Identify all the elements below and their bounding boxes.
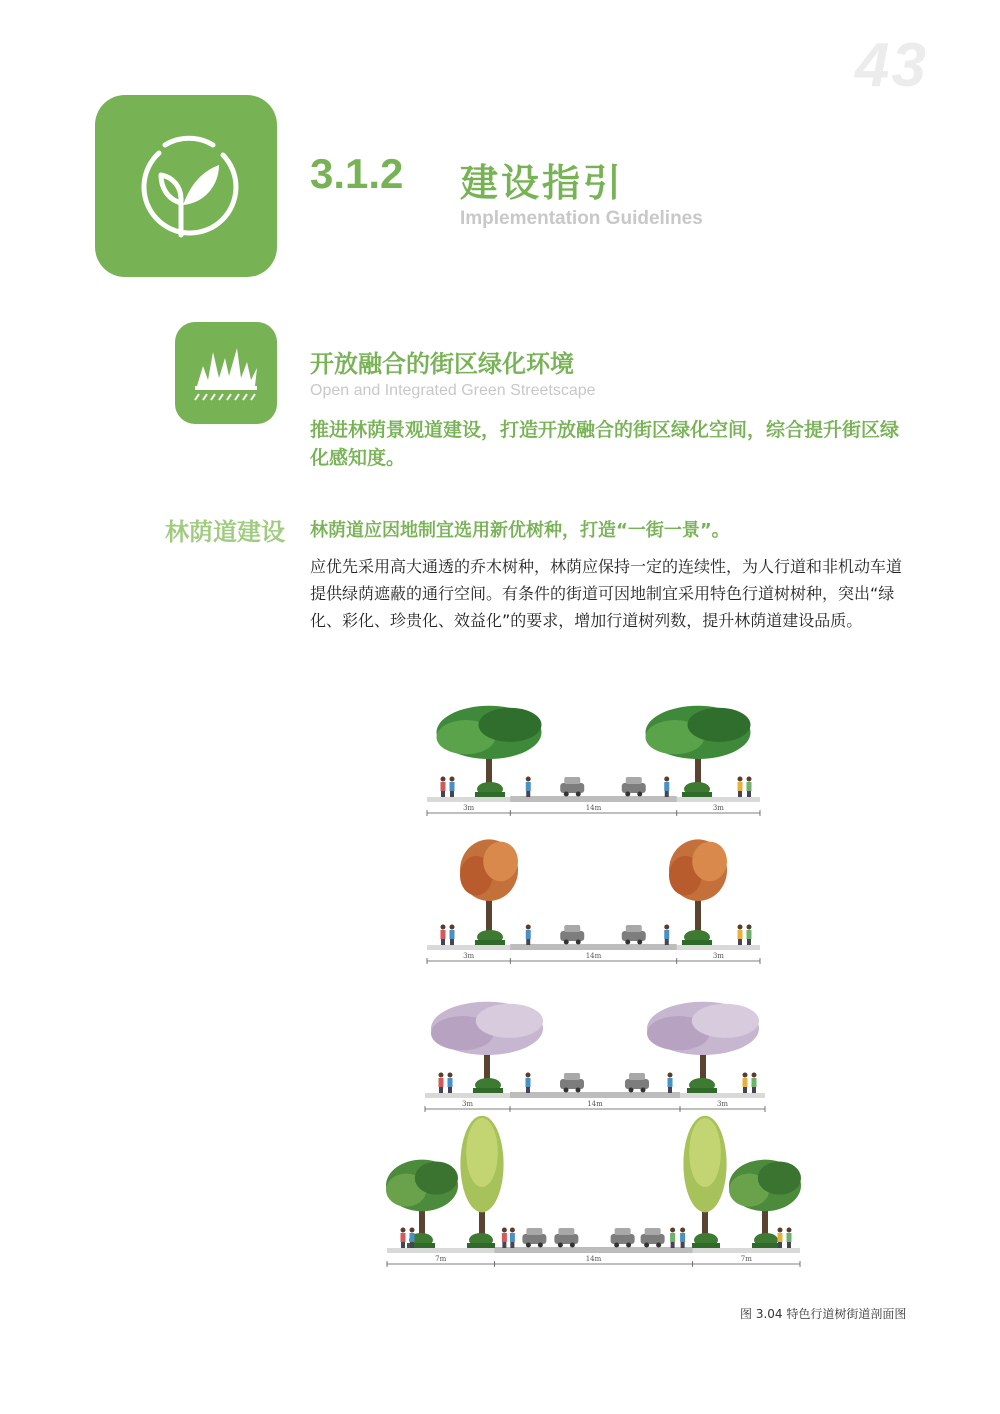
pedestrian — [441, 777, 446, 782]
tree-canopy — [688, 708, 751, 742]
car — [526, 1228, 542, 1235]
pedestrian — [747, 791, 751, 797]
car-wheel — [564, 1088, 569, 1093]
car-wheel — [558, 1243, 563, 1248]
pedestrian — [502, 1233, 507, 1242]
pedestrian — [439, 1087, 443, 1093]
section-number: 3.1.2 — [310, 150, 404, 197]
pedestrian — [670, 1233, 675, 1242]
pedestrian — [401, 1233, 406, 1242]
dimension-label: 3m — [463, 804, 475, 812]
tree-canopy — [476, 1004, 543, 1038]
pedestrian — [526, 930, 531, 939]
car — [625, 1079, 649, 1089]
section-subtitle: Implementation Guidelines — [460, 208, 703, 229]
car-wheel — [564, 940, 569, 945]
pedestrian — [502, 1228, 507, 1233]
pedestrian — [787, 1242, 791, 1248]
pedestrian — [526, 782, 531, 791]
pedestrian — [448, 1073, 453, 1078]
car — [564, 1073, 580, 1080]
roadway — [510, 796, 677, 802]
pedestrian — [441, 939, 445, 945]
car-wheel — [625, 792, 630, 797]
car — [522, 1234, 546, 1244]
pedestrian — [787, 1228, 792, 1233]
pedestrian — [668, 1087, 672, 1093]
pedestrian — [439, 1073, 444, 1078]
car-wheel — [538, 1243, 543, 1248]
side-label: 林荫道建设 — [165, 518, 285, 546]
pedestrian — [680, 1228, 685, 1233]
pedestrian — [738, 930, 743, 939]
car — [645, 1228, 661, 1235]
pedestrian — [743, 1078, 748, 1087]
pedestrian — [441, 925, 446, 930]
pedestrian — [681, 1242, 685, 1248]
pedestrian — [668, 1078, 673, 1087]
pedestrian — [401, 1242, 405, 1248]
pedestrian — [738, 782, 743, 791]
car — [558, 1228, 574, 1235]
tree-canopy — [479, 708, 542, 742]
car-wheel — [626, 1243, 631, 1248]
car — [611, 1234, 635, 1244]
car-wheel — [637, 792, 642, 797]
dimension-label: 7m — [435, 1255, 447, 1263]
car — [626, 777, 642, 784]
dimension-label: 14m — [585, 1255, 602, 1263]
car-wheel — [576, 1088, 581, 1093]
pedestrian — [778, 1233, 783, 1242]
car — [622, 931, 646, 941]
pedestrian — [778, 1228, 783, 1233]
street-section — [427, 839, 760, 964]
pedestrian — [502, 1242, 506, 1248]
pedestrian — [401, 1228, 406, 1233]
pedestrian — [664, 930, 669, 939]
roadway — [510, 1092, 680, 1098]
street-section — [425, 1002, 765, 1112]
section-title: 建设指引 — [460, 161, 625, 205]
car-wheel — [644, 1243, 649, 1248]
car — [626, 925, 642, 932]
car-wheel — [614, 1243, 619, 1248]
car-wheel — [576, 940, 581, 945]
car-wheel — [576, 792, 581, 797]
pedestrian — [743, 1087, 747, 1093]
car-wheel — [570, 1243, 575, 1248]
pedestrian — [510, 1228, 515, 1233]
page-number: 43 — [855, 31, 928, 100]
pedestrian — [410, 1228, 415, 1233]
pedestrian — [670, 1228, 675, 1233]
car — [564, 777, 580, 784]
pedestrian — [410, 1233, 415, 1242]
car-wheel — [637, 940, 642, 945]
dimension-label: 3m — [716, 1100, 729, 1108]
car-wheel — [625, 940, 630, 945]
pedestrian — [526, 1073, 531, 1078]
pedestrian — [752, 1073, 757, 1078]
pedestrian — [448, 1087, 452, 1093]
pedestrian — [441, 930, 446, 939]
pedestrian — [668, 1073, 673, 1078]
pedestrian — [671, 1242, 675, 1248]
pedestrian — [526, 1087, 530, 1093]
pedestrian — [665, 791, 669, 797]
dimension-label: 3m — [463, 952, 475, 960]
tree-canopy — [415, 1162, 458, 1195]
pedestrian — [747, 925, 752, 930]
car — [641, 1234, 665, 1244]
planter — [692, 1243, 720, 1248]
pedestrian — [450, 939, 454, 945]
dimension-label: 3m — [712, 952, 724, 960]
planter — [682, 940, 712, 945]
pedestrian — [747, 939, 751, 945]
pedestrian — [526, 777, 531, 782]
tree-canopy — [483, 842, 518, 882]
tree-canopy — [692, 1004, 759, 1038]
pedestrian — [410, 1242, 414, 1248]
roadway — [494, 1247, 692, 1253]
tree-canopy — [689, 1118, 721, 1187]
topic-subtitle: Open and Integrated Green Streetscape — [310, 382, 596, 399]
pedestrian — [738, 791, 742, 797]
pedestrian — [778, 1242, 782, 1248]
pedestrian — [680, 1233, 685, 1242]
pedestrian — [738, 939, 742, 945]
planter — [475, 792, 505, 797]
pedestrian — [664, 925, 669, 930]
pedestrian — [441, 782, 446, 791]
car-wheel — [629, 1088, 634, 1093]
pedestrian — [526, 1078, 531, 1087]
planter — [687, 1088, 717, 1093]
pedestrian — [526, 791, 530, 797]
dimension-label: 3m — [712, 804, 724, 812]
pedestrian — [752, 1078, 757, 1087]
planter — [682, 792, 712, 797]
car — [615, 1228, 631, 1235]
pedestrian — [752, 1087, 756, 1093]
dimension-label: 3m — [461, 1100, 474, 1108]
pedestrian — [510, 1233, 515, 1242]
planter — [473, 1088, 503, 1093]
dimension-label: 14m — [585, 952, 602, 960]
tree-canopy — [692, 842, 727, 882]
pedestrian — [738, 925, 743, 930]
car-wheel — [656, 1243, 661, 1248]
car — [554, 1234, 578, 1244]
pedestrian — [450, 782, 455, 791]
car — [622, 783, 646, 793]
car-wheel — [526, 1243, 531, 1248]
pedestrian — [526, 925, 531, 930]
car-wheel — [564, 792, 569, 797]
dimension-label: 7m — [740, 1255, 752, 1263]
dimension-label: 14m — [585, 804, 602, 812]
planter — [475, 940, 505, 945]
street-section — [386, 1116, 801, 1267]
street-section — [427, 706, 760, 816]
pedestrian — [665, 939, 669, 945]
pedestrian — [526, 939, 530, 945]
pedestrian — [664, 777, 669, 782]
topic-lead: 推进林荫景观道建设，打造开放融合的街区绿化空间，综合提升街区绿化感知度。 — [310, 419, 900, 469]
car — [564, 925, 580, 932]
topic-title: 开放融合的街区绿化环境 — [310, 350, 574, 378]
pedestrian — [450, 925, 455, 930]
tree-canopy — [466, 1118, 498, 1187]
pedestrian — [743, 1073, 748, 1078]
pedestrian — [510, 1242, 514, 1248]
car-wheel — [641, 1088, 646, 1093]
point-title: 林荫道应因地制宜选用新优树种，打造“一街一景”。 — [310, 520, 730, 541]
pedestrian — [747, 777, 752, 782]
pedestrian — [738, 777, 743, 782]
pedestrian — [450, 930, 455, 939]
figure-caption: 图 3.04 特色行道树街道剖面图 — [740, 1307, 907, 1321]
pedestrian — [439, 1078, 444, 1087]
pedestrian — [747, 930, 752, 939]
car — [560, 783, 584, 793]
roadway — [510, 944, 677, 950]
body-text: 应优先采用高大通透的乔木树种，林荫应保持一定的连续性，为人行道和非机动车道提供绿荫遮蔽的通行空间。有条件的街道可因地制宜采用特色行道树树种，突出“绿化、彩化、珍贵化、效益化”的要求，增加行道树列数，提升林荫道建设品质。 — [310, 557, 903, 630]
pedestrian — [450, 777, 455, 782]
pedestrian — [664, 782, 669, 791]
pedestrian — [450, 791, 454, 797]
car — [560, 1079, 584, 1089]
car — [629, 1073, 645, 1080]
dimension-label: 14m — [587, 1100, 603, 1108]
pedestrian — [787, 1233, 792, 1242]
pedestrian — [441, 791, 445, 797]
pedestrian — [747, 782, 752, 791]
planter — [467, 1243, 495, 1248]
car — [560, 931, 584, 941]
planter — [752, 1243, 780, 1248]
tree-canopy — [758, 1162, 801, 1195]
pedestrian — [448, 1078, 453, 1087]
